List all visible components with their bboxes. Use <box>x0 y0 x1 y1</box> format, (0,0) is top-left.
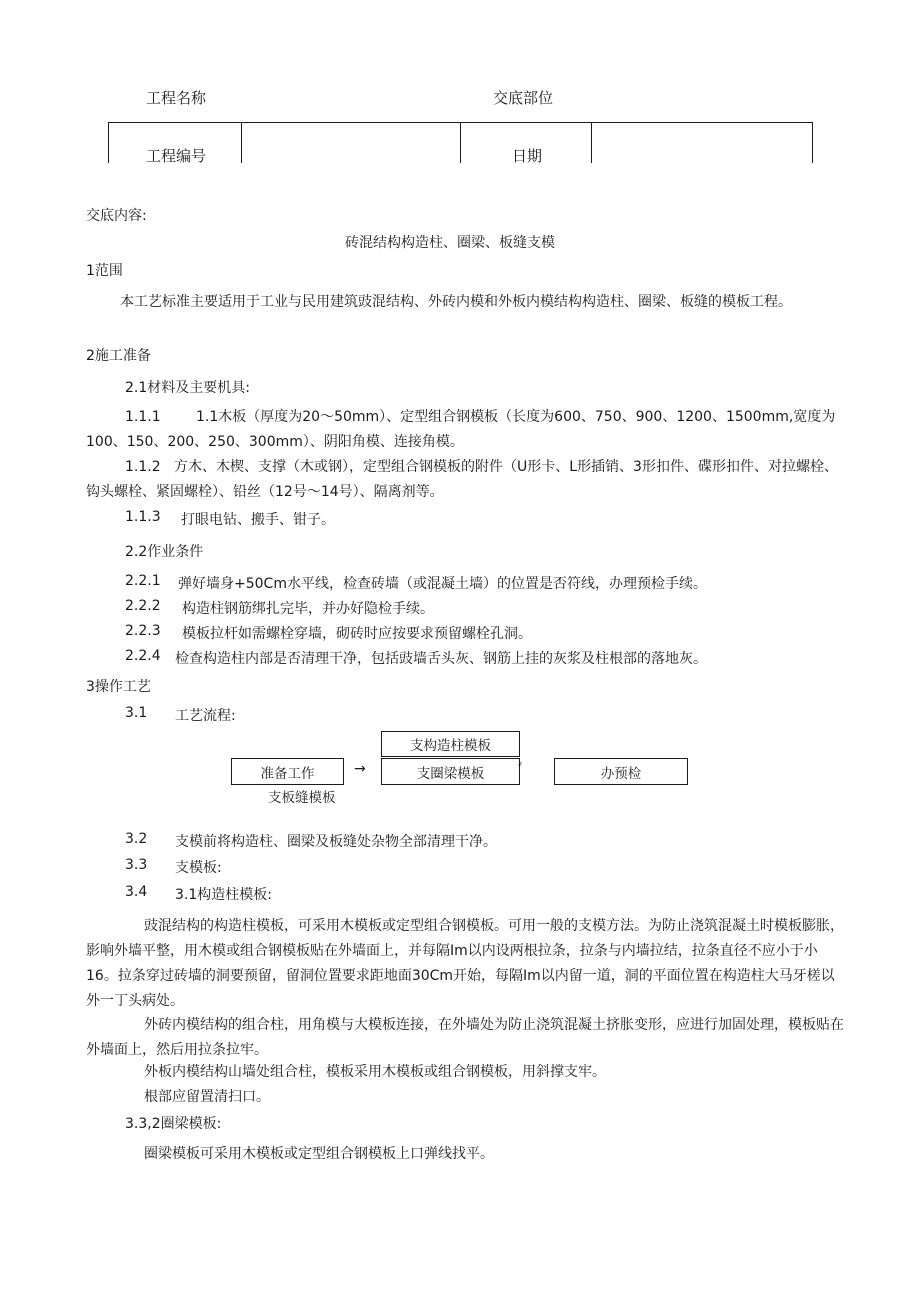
content-label: 交底内容: <box>86 208 147 224</box>
column-formwork-paragraph: 豉混结构的构造柱模板，可采用木模板或定型组合钢模板。可用一般的支模方法。为防止浇筑混凝土时模板膨胀，影响外墙平整，用木模或组合钢模板贴在外墙面上，并每隔Im以内设两根拉条，拉条与内墙拉结，拉条直径不应小于小16。拉条穿过砖墙的洞要预留，留洞位置要求距地面30Cm开始，每隔Im以内留一道，洞的平面位置在构造柱大马牙槎以外一丁头病处。 <box>86 918 844 1009</box>
table-right-border <box>812 122 813 163</box>
flow-box-precheck: 办预检 <box>554 758 688 785</box>
item-1-1-1-number: 1.1.1 <box>125 409 161 425</box>
item-1-1-3-number: 1.1.3 <box>125 509 161 525</box>
item-2-2-3-text: 模板拉杆如需螺栓穿墙，砌砖时应按要求预留螺栓孔洞。 <box>182 626 532 642</box>
item-3-2-number: 3.2 <box>125 831 148 847</box>
disclosure-location-label: 交底部位 <box>493 89 554 107</box>
date-label: 日期 <box>512 147 543 165</box>
item-2-2-4-text: 检查构造柱内部是否清理干净，包括豉墙舌头灰、钢筋上挂的灰浆及柱根部的落地灰。 <box>175 651 707 667</box>
section-1-heading: 1范围 <box>86 263 123 279</box>
section-2-1-heading: 2.1材料及主要机具: <box>125 380 250 396</box>
item-3-3-text: 支模板: <box>175 860 222 876</box>
item-2-2-2-number: 2.2.2 <box>125 598 161 614</box>
item-3-2-text: 支模前将构造柱、圈梁及板缝处杂物全部清理干净。 <box>175 834 497 850</box>
document-title: 砖混结构构造柱、圈梁、板缝支模 <box>345 235 555 251</box>
flow-box-column-formwork: 支构造柱模板 <box>381 731 520 757</box>
section-3-heading: 3操作工艺 <box>86 679 151 695</box>
flow-box-beam-formwork: 支圈梁模板 <box>381 758 520 785</box>
ring-beam-heading: 3.3,2圈梁模板: <box>125 1116 222 1132</box>
project-number-label: 工程编号 <box>146 147 207 165</box>
project-name-label: 工程名称 <box>146 89 207 107</box>
cleanout-paragraph: 根部应留置清扫口。 <box>144 1089 270 1105</box>
item-2-2-1-number: 2.2.1 <box>125 573 161 589</box>
item-1-1-1-text: 1.1木板（厚度为20～50mm）、定型组合钢模板（长度为600、750、900、1200、1500mm,宽度为100、150、200、250、300mm）、阴阳角模、连接角模。 <box>86 409 836 450</box>
item-2-2-2-text: 构造柱钢筋绑扎完毕，并办好隐检手续。 <box>182 601 434 617</box>
flow-box-prepare: 准备工作 <box>231 758 344 785</box>
item-3-4-text: 3.1构造柱模板: <box>175 887 272 903</box>
brick-inner-mold-paragraph: 外砖内模结构的组合柱，用角模与大模板连接，在外墙处为防止浇筑混凝土挤胀变形，应进行加固处理，模板贴在外墙面上，然后用拉条拉牢。 <box>86 1017 844 1058</box>
flow-label-slab-formwork: 支板缝模板 <box>268 790 336 806</box>
table-left-border <box>108 122 109 163</box>
section-1-paragraph: 本工艺标准主要适用于工业与民用建筑豉混结构、外砖内模和外板内模结构构造柱、圈梁、板缝的模板工程。 <box>120 294 792 310</box>
item-2-2-1-text: 弹好墙身+50Cm水平线，检查砖墙（或混凝土墙）的位置是否符线，办理预检手续。 <box>178 576 707 592</box>
item-1-1-2-text: 方木、木楔、支撑（木或钢），定型组合钢模板的附件（U形卡、L形插销、3形扣件、碟形扣件、对拉螺栓、钩头螺栓、紧固螺栓）、铅丝（12号～14号）、隔离剂等。 <box>86 459 838 500</box>
flow-arrow: → <box>354 761 366 777</box>
ring-beam-paragraph: 圈梁模板可采用木模板或定型组合钢模板上口弹线找平。 <box>144 1146 494 1162</box>
item-2-2-4-number: 2.2.4 <box>125 648 161 664</box>
flow-mark: f <box>518 762 522 773</box>
item-1-1-2-number: 1.1.2 <box>125 459 161 475</box>
table-divider-2 <box>460 122 461 163</box>
item-3-4-number: 3.4 <box>125 884 148 900</box>
item-1-1-3-text: 打眼电钻、搬手、钳子。 <box>181 512 335 528</box>
table-divider-3 <box>591 122 592 163</box>
item-3-1-number: 3.1 <box>125 705 148 721</box>
item-3-3-number: 3.3 <box>125 857 148 873</box>
table-divider-1 <box>241 122 242 163</box>
section-2-2-heading: 2.2作业条件 <box>125 544 204 560</box>
item-3-1-text: 工艺流程: <box>175 708 236 724</box>
slab-inner-mold-paragraph: 外板内模结构山墙处组合柱，模板采用木模板或组合钢模板，用斜撑支牢。 <box>144 1064 606 1080</box>
section-2-heading: 2施工准备 <box>86 348 151 364</box>
item-2-2-3-number: 2.2.3 <box>125 623 161 639</box>
